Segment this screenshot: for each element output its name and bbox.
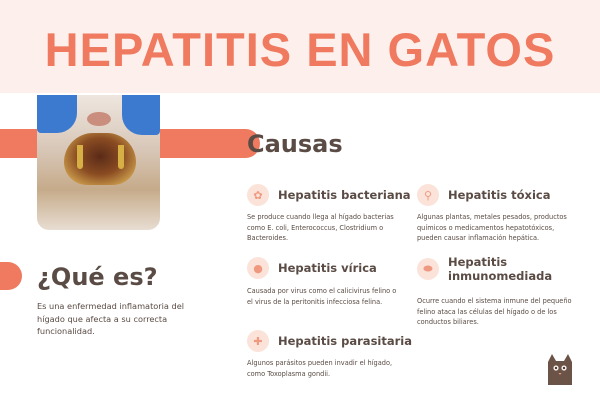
cause-title: Hepatitis tóxica: [448, 188, 551, 202]
cat-fang-right: [118, 145, 124, 169]
cause-title: Hepatitis bacteriana: [278, 188, 411, 202]
header-banner: [0, 0, 600, 93]
cause-inmunomediada-header: [417, 255, 558, 283]
accent-bar-middle: [0, 262, 22, 290]
cat-logo-icon: [545, 352, 575, 385]
pill-icon: ⬬: [417, 258, 439, 280]
cause-virica-header: [247, 257, 377, 279]
cause-title: Hepatitis vírica: [278, 261, 377, 275]
page-title: HEPATITIS EN GATOS: [44, 23, 556, 76]
cause-toxica-header: [417, 184, 550, 206]
que-es-text: Es una enfermedad inflamatoria del hígado que afecta a su correcta funcionalidad.: [37, 301, 185, 336]
cause-bacteriana-header: [247, 184, 411, 206]
cause-text: Ocurre cuando el sistema inmune del pequeño felino ataca las células del hígado o de los conductos biliares.: [417, 297, 572, 326]
cat-fang-left: [77, 145, 83, 169]
cause-text: Causada por virus como el calicivirus felino o el virus de la peritonitis infecciosa felina.: [247, 287, 397, 306]
virus-icon: ●: [247, 257, 269, 279]
cause-parasitaria-header: [247, 330, 412, 352]
cat-mouth: [64, 133, 136, 185]
cause-text: Se produce cuando llega al hígado bacterias como E. coli, Enterococcus, Clostridium o Bacteroides.: [247, 213, 394, 242]
glove-left: [37, 95, 77, 133]
cause-text: Algunos parásitos pueden invadir el hígado, como Toxoplasma gondii.: [247, 359, 393, 378]
bacteria-icon: ✿: [247, 184, 269, 206]
cause-text: Algunas plantas, metales pesados, productos químicos o medicamentos hepatotóxicos, pueden causar inflamación hepática.: [417, 213, 567, 242]
cat-nose: [87, 112, 111, 126]
cat-mouth-photo: [37, 95, 160, 230]
syringe-icon: ✚: [247, 330, 269, 352]
que-es-heading: ¿Qué es?: [37, 263, 158, 291]
cause-title: Hepatitis parasitaria: [278, 334, 412, 348]
causas-heading: Causas: [247, 130, 343, 158]
flask-icon: ⚲: [417, 184, 439, 206]
cause-title: Hepatitis inmunomediada: [448, 255, 553, 283]
glove-right: [122, 95, 160, 135]
